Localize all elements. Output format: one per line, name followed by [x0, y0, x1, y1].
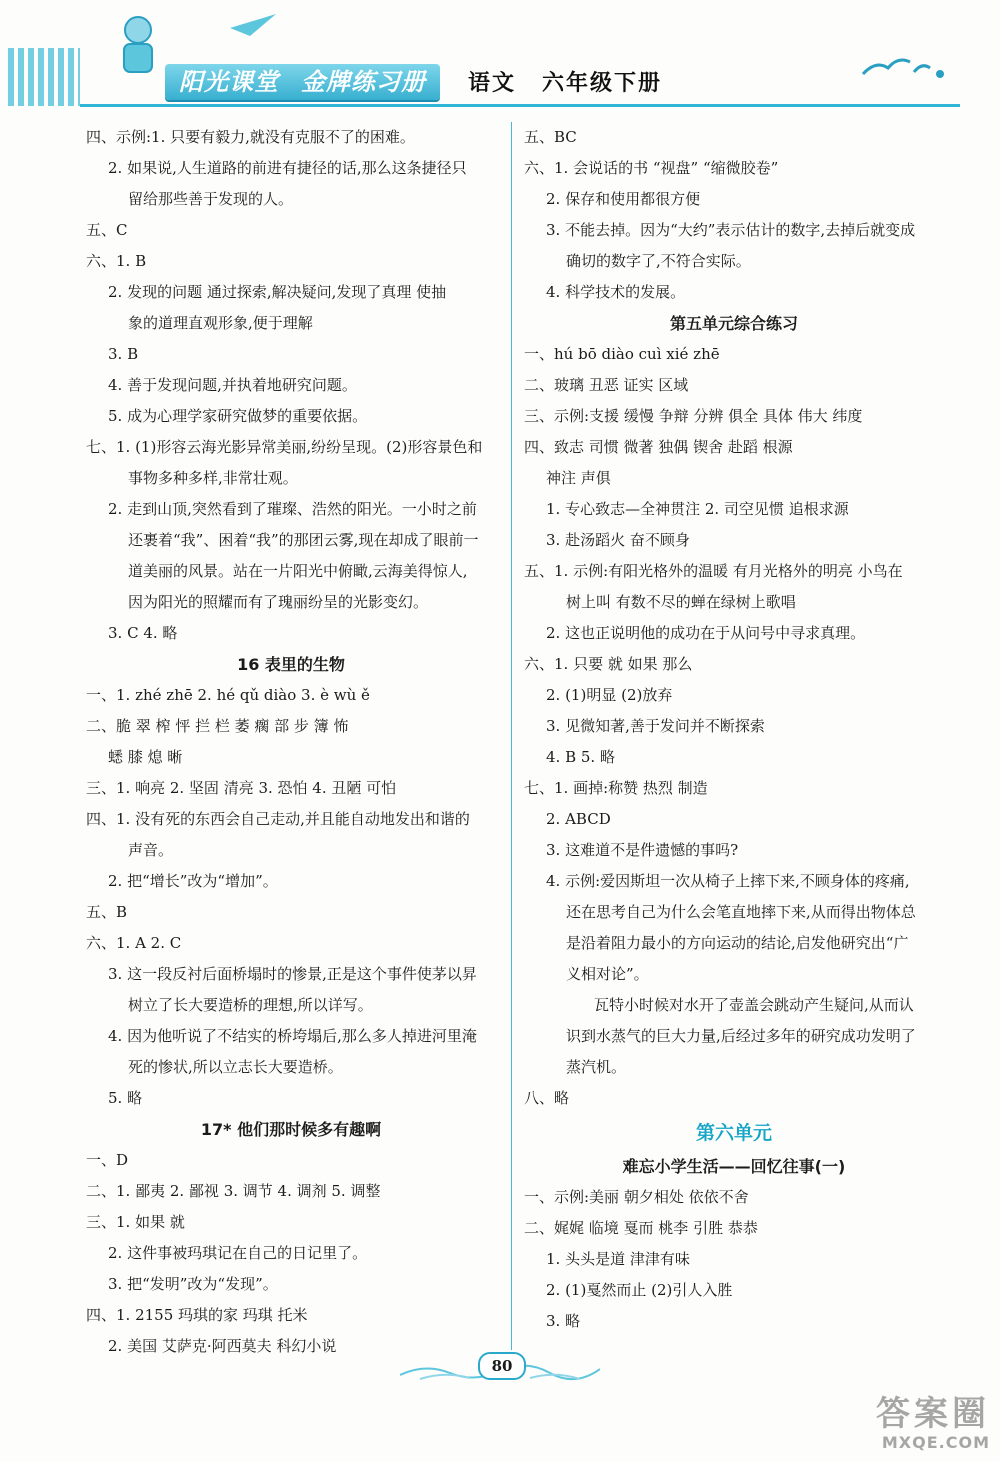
answer-line: 4. 科学技术的发展。	[546, 283, 686, 301]
series-title	[165, 64, 440, 100]
right-column	[524, 122, 944, 1337]
answer-line: 三、1. 如果 就	[86, 1213, 185, 1231]
answer-line: 留给那些善于发现的人。	[128, 190, 294, 208]
birds-icon	[858, 52, 948, 82]
brand-right: 金牌练习册	[301, 68, 426, 96]
subject-label: 语文	[468, 71, 517, 96]
answer-line: 2. 美国 艾萨克·阿西莫夫 科幻小说	[108, 1337, 337, 1355]
answer-line: 还在思考自己为什么会笔直地摔下来,从而得出物体总	[566, 903, 916, 921]
answer-line: 事物多种多样,非常壮观。	[128, 469, 298, 487]
answer-line: 3. 见微知著,善于发问并不断探索	[546, 717, 765, 735]
answer-line: 还裹着“我”、困着“我”的那团云雾,现在却成了眼前一	[128, 531, 479, 549]
column-divider	[511, 122, 512, 1350]
unit-title: 第六单元	[695, 1122, 772, 1144]
answer-line: 3. 略	[546, 1312, 581, 1330]
answer-line: 1. 头头是道 津津有味	[546, 1250, 690, 1268]
left-column	[86, 122, 496, 1362]
answer-line: 一、D	[86, 1151, 129, 1169]
answer-line: 二、脆 翠 榨 怦 拦 栏 萎 瘸 部 步 簿 怖	[86, 717, 349, 735]
answer-line: 3. B	[108, 345, 139, 363]
section-heading: 16 表里的生物	[237, 655, 345, 674]
answer-line: 七、1. 画掉:称赞 热烈 制造	[524, 779, 708, 797]
answer-line: 2. 这也正说明他的成功在于从问号中寻求真理。	[546, 624, 866, 642]
answer-line: 3. 这一段反衬后面桥塌时的惨景,正是这个事件使茅以昇	[108, 965, 477, 983]
answer-line: 因为阳光的照耀而有了瑰丽纷呈的光影变幻。	[128, 593, 429, 611]
page-header	[0, 0, 1000, 125]
header-stripes	[8, 48, 80, 106]
answer-line: 义相对论”。	[566, 965, 649, 983]
answer-line: 是沿着阻力最小的方向运动的结论,启发他研究出“广	[566, 934, 909, 952]
answer-line: 确切的数字了,不符合实际。	[566, 252, 751, 270]
answer-line: 七、1. (1)形容云海光影异常美丽,纷纷呈现。(2)形容景色和	[86, 438, 483, 456]
answer-line: 2. 发现的问题 通过探索,解决疑问,发现了真理 使抽	[108, 283, 447, 301]
watermark-logo	[800, 1395, 990, 1457]
paper-plane-icon	[228, 10, 278, 40]
answer-line: 3. 这难道不是件遗憾的事吗?	[546, 841, 739, 859]
answer-line: 五、1. 示例:有阳光格外的温暖 有月光格外的明亮 小鸟在	[524, 562, 903, 580]
answer-line: 死的惨状,所以立志长大要造桥。	[128, 1058, 343, 1076]
answer-line: 一、1. zhé zhē 2. hé qǔ diào 3. è wù ě	[86, 686, 370, 704]
answer-line: 4. B 5. 略	[546, 748, 615, 766]
answer-line: 2. 如果说,人生道路的前进有捷径的话,那么这条捷径只	[108, 159, 467, 177]
answer-line: 四、1. 没有死的东西会自己走动,并且能自动地发出和谐的	[86, 810, 470, 828]
answer-line: 2. (1)明显 (2)放弃	[546, 686, 673, 704]
page-footer	[400, 1345, 600, 1385]
answer-line: 声音。	[128, 841, 174, 859]
page-number: 80	[478, 1352, 526, 1380]
answer-line: 蒸汽机。	[566, 1058, 627, 1076]
answer-line: 二、玻璃 丑恶 证实 区域	[524, 376, 689, 394]
answer-line: 4. 善于发现问题,并执着地研究问题。	[108, 376, 357, 394]
answer-line: 一、hú bō diào cuì xié zhē	[524, 345, 720, 363]
answer-line: 瓦特小时候对水开了壶盖会跳动产生疑问,从而认	[594, 996, 914, 1014]
answer-line: 树上叫 有数不尽的蝉在绿树上歌唱	[566, 593, 796, 611]
answer-line: 3. 不能去掉。因为“大约”表示估计的数字,去掉后就变成	[546, 221, 916, 239]
answer-line: 五、BC	[524, 128, 577, 146]
answer-line: 三、示例:支援 缓慢 争辩 分辨 俱全 具体 伟大 纬度	[524, 407, 863, 425]
answer-line: 四、1. 2155 玛琪的家 玛琪 托米	[86, 1306, 308, 1324]
answer-line: 5. 成为心理学家研究做梦的重要依据。	[108, 407, 368, 425]
answer-line: 一、示例:美丽 朝夕相处 依依不舍	[524, 1188, 749, 1206]
answer-line: 神注 声俱	[546, 469, 611, 487]
grade-label: 六年级下册	[542, 71, 663, 96]
answer-line: 4. 因为他听说了不结实的桥垮塌后,那么多人掉进河里淹	[108, 1027, 477, 1045]
answer-line: 五、B	[86, 903, 128, 921]
answer-line: 3. 赴汤蹈火 奋不顾身	[546, 531, 690, 549]
brand-left: 阳光课堂	[179, 68, 279, 96]
answer-line: 识到水蒸气的巨大力量,后经过多年的研究成功发明了	[566, 1027, 916, 1045]
section-heading: 难忘小学生活——回忆往事(一)	[622, 1157, 846, 1176]
answer-line: 2. 这件事被玛琪记在自己的日记里了。	[108, 1244, 368, 1262]
answer-line: 2. 保存和使用都很方便	[546, 190, 701, 208]
answer-line: 八、略	[524, 1089, 570, 1107]
answer-line: 二、娓娓 临境 戛而 桃李 引胜 恭恭	[524, 1219, 758, 1237]
answer-line: 六、1. A 2. C	[86, 934, 182, 952]
answer-line: 二、1. 鄙夷 2. 鄙视 3. 调节 4. 调剂 5. 调整	[86, 1182, 381, 1200]
answer-line: 六、1. 只要 就 如果 那么	[524, 655, 693, 673]
book-title	[468, 66, 662, 97]
answer-line: 五、C	[86, 221, 128, 239]
answer-line: 4. 示例:爱因斯坦一次从椅子上摔下来,不顾身体的疼痛,	[546, 872, 910, 890]
answer-line: 六、1. 会说话的书 “视盘” “缩微胶卷”	[524, 159, 779, 177]
answer-line: 四、致志 司惯 微著 独偶 锲舍 赴蹈 根源	[524, 438, 793, 456]
answer-line: 树立了长大要造桥的理想,所以详写。	[128, 996, 373, 1014]
answer-line: 2. ABCD	[546, 810, 611, 828]
answer-line: 2. 走到山顶,突然看到了璀璨、浩然的阳光。一小时之前	[108, 500, 477, 518]
answer-line: 1. 专心致志—全神贯注 2. 司空见惯 追根求源	[546, 500, 849, 518]
answer-line: 5. 略	[108, 1089, 143, 1107]
answer-line: 3. C 4. 略	[108, 624, 178, 642]
watermark-url: MXQE.COM	[881, 1433, 990, 1452]
answer-line: 象的道理直观形象,便于理解	[128, 314, 313, 332]
section-heading: 第五单元综合练习	[669, 314, 798, 333]
answer-line: 六、1. B	[86, 252, 147, 270]
answer-line: 三、1. 响亮 2. 坚固 清亮 3. 恐怕 4. 丑陋 可怕	[86, 779, 397, 797]
watermark-title: 答案圈	[876, 1394, 990, 1434]
answer-line: 2. 把“增长”改为“增加”。	[108, 872, 278, 890]
answer-line: 3. 把“发明”改为“发现”。	[108, 1275, 278, 1293]
answer-line: 道美丽的风景。站在一片阳光中俯瞰,云海美得惊人,	[128, 562, 468, 580]
section-heading: 17* 他们那时候多有趣啊	[200, 1120, 382, 1139]
answer-line: 2. (1)戛然而止 (2)引人入胜	[546, 1281, 733, 1299]
answer-line: 四、示例:1. 只要有毅力,就没有克服不了的困难。	[86, 128, 415, 146]
answer-line: 蟋 膝 熄 晰	[108, 748, 183, 766]
